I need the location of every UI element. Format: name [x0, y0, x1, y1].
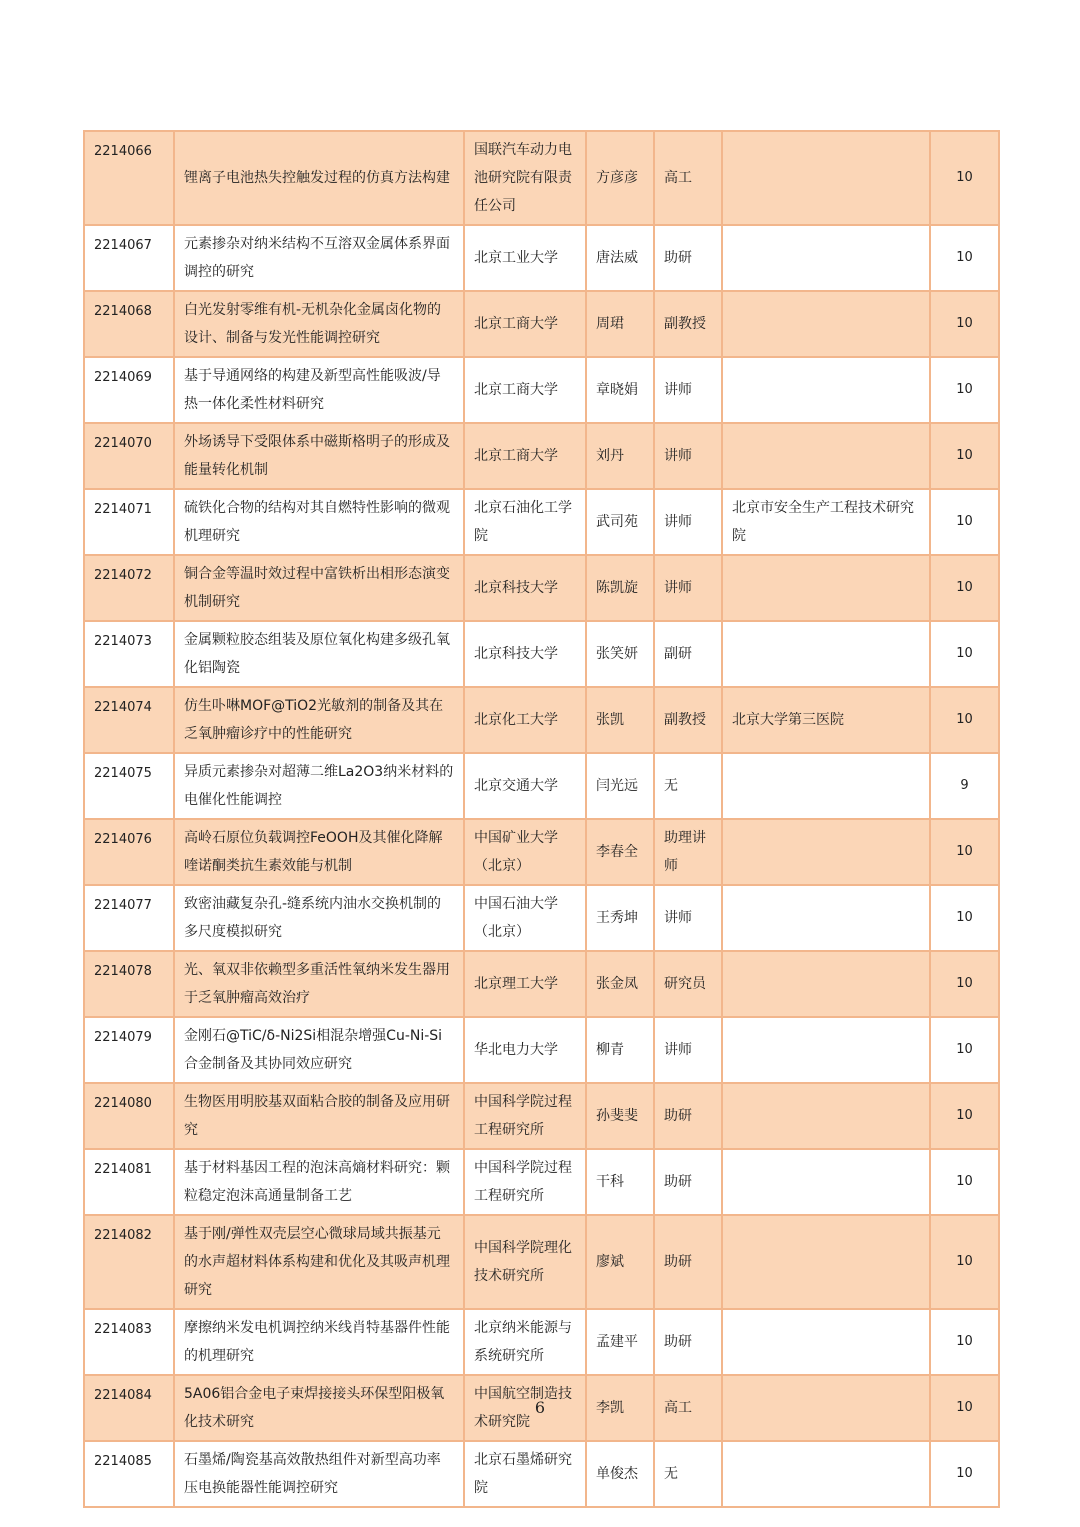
institution-cell: 北京纳米能源与系统研究所: [464, 1309, 586, 1375]
applicant-name-cell: 闫光远: [586, 753, 654, 819]
table-row: [84, 819, 999, 885]
project-title-cell: 锂离子电池热失控触发过程的仿真方法构建: [174, 131, 464, 225]
project-title-cell: 异质元素掺杂对超薄二维La2O3纳米材料的电催化性能调控: [174, 753, 464, 819]
title-rank-cell: 助研: [654, 1083, 722, 1149]
project-title-cell: 元素掺杂对纳米结构不互溶双金属体系界面调控的研究: [174, 225, 464, 291]
table-row: [84, 621, 999, 687]
score-cell: 10: [930, 1149, 999, 1215]
table-row: [84, 131, 999, 225]
table-row: [84, 1149, 999, 1215]
project-title-cell: 摩擦纳米发电机调控纳米线肖特基器件性能的机理研究: [174, 1309, 464, 1375]
applicant-name-cell: 柳青: [586, 1017, 654, 1083]
partner-org-cell: [722, 1309, 930, 1375]
project-id-cell: 2214066: [84, 131, 174, 225]
applicant-name-cell: 孟建平: [586, 1309, 654, 1375]
project-title-cell: 外场诱导下受限体系中磁斯格明子的形成及能量转化机制: [174, 423, 464, 489]
score-cell: 10: [930, 1375, 999, 1441]
project-title-cell: 白光发射零维有机-无机杂化金属卤化物的设计、制备与发光性能调控研究: [174, 291, 464, 357]
score-cell: 10: [930, 885, 999, 951]
title-rank-cell: 高工: [654, 131, 722, 225]
score-cell: 10: [930, 1441, 999, 1507]
score-cell: 10: [930, 687, 999, 753]
table-row: [84, 291, 999, 357]
score-cell: 10: [930, 1215, 999, 1309]
title-rank-cell: 副教授: [654, 291, 722, 357]
applicant-name-cell: 方彦彦: [586, 131, 654, 225]
table-row: [84, 225, 999, 291]
title-rank-cell: 无: [654, 1441, 722, 1507]
project-id-cell: 2214073: [84, 621, 174, 687]
project-id-cell: 2214075: [84, 753, 174, 819]
title-rank-cell: 副教授: [654, 687, 722, 753]
project-id-cell: 2214080: [84, 1083, 174, 1149]
project-id-cell: 2214071: [84, 489, 174, 555]
partner-org-cell: 北京大学第三医院: [722, 687, 930, 753]
table-row: [84, 357, 999, 423]
table-row: [84, 1309, 999, 1375]
project-title-cell: 高岭石原位负载调控FeOOH及其催化降解喹诺酮类抗生素效能与机制: [174, 819, 464, 885]
table-row: [84, 885, 999, 951]
title-rank-cell: 讲师: [654, 885, 722, 951]
partner-org-cell: 北京市安全生产工程技术研究院: [722, 489, 930, 555]
title-rank-cell: 助研: [654, 1215, 722, 1309]
partner-org-cell: [722, 423, 930, 489]
project-id-cell: 2214085: [84, 1441, 174, 1507]
applicant-name-cell: 李春全: [586, 819, 654, 885]
title-rank-cell: 副研: [654, 621, 722, 687]
table-row: [84, 753, 999, 819]
institution-cell: 北京科技大学: [464, 555, 586, 621]
project-title-cell: 铜合金等温时效过程中富铁析出相形态演变机制研究: [174, 555, 464, 621]
score-cell: 10: [930, 423, 999, 489]
applicant-name-cell: 李凯: [586, 1375, 654, 1441]
project-title-cell: 基于刚/弹性双壳层空心微球局域共振基元的水声超材料体系构建和优化及其吸声机理研究: [174, 1215, 464, 1309]
institution-cell: 北京工商大学: [464, 291, 586, 357]
title-rank-cell: 讲师: [654, 1017, 722, 1083]
applicant-name-cell: 张凯: [586, 687, 654, 753]
score-cell: 10: [930, 555, 999, 621]
institution-cell: 国联汽车动力电池研究院有限责任公司: [464, 131, 586, 225]
table-row: [84, 489, 999, 555]
partner-org-cell: [722, 1149, 930, 1215]
project-title-cell: 金属颗粒胶态组装及原位氧化构建多级孔氧化铝陶瓷: [174, 621, 464, 687]
institution-cell: 北京交通大学: [464, 753, 586, 819]
project-title-cell: 光、氧双非依赖型多重活性氧纳米发生器用于乏氧肿瘤高效治疗: [174, 951, 464, 1017]
table-row: [84, 1441, 999, 1507]
institution-cell: 北京工业大学: [464, 225, 586, 291]
project-title-cell: 基于材料基因工程的泡沫高熵材料研究：颗粒稳定泡沫高通量制备工艺: [174, 1149, 464, 1215]
title-rank-cell: 研究员: [654, 951, 722, 1017]
partner-org-cell: [722, 951, 930, 1017]
project-id-cell: 2214079: [84, 1017, 174, 1083]
partner-org-cell: [722, 753, 930, 819]
project-id-cell: 2214072: [84, 555, 174, 621]
score-cell: 10: [930, 621, 999, 687]
project-title-cell: 5A06铝合金电子束焊接接头环保型阳极氧化技术研究: [174, 1375, 464, 1441]
project-id-cell: 2214078: [84, 951, 174, 1017]
score-cell: 10: [930, 819, 999, 885]
table-row: [84, 423, 999, 489]
title-rank-cell: 助理讲师: [654, 819, 722, 885]
project-id-cell: 2214067: [84, 225, 174, 291]
table-row: [84, 687, 999, 753]
applicant-name-cell: 唐法威: [586, 225, 654, 291]
project-title-cell: 金刚石@TiC/δ-Ni2Si相混杂增强Cu-Ni-Si合金制备及其协同效应研究: [174, 1017, 464, 1083]
project-id-cell: 2214081: [84, 1149, 174, 1215]
applicant-name-cell: 陈凯旋: [586, 555, 654, 621]
project-id-cell: 2214074: [84, 687, 174, 753]
score-cell: 10: [930, 1017, 999, 1083]
title-rank-cell: 高工: [654, 1375, 722, 1441]
institution-cell: 北京石油化工学院: [464, 489, 586, 555]
project-id-cell: 2214082: [84, 1215, 174, 1309]
project-table: [83, 130, 1000, 1508]
project-title-cell: 硫铁化合物的结构对其自燃特性影响的微观机理研究: [174, 489, 464, 555]
institution-cell: 北京石墨烯研究院: [464, 1441, 586, 1507]
score-cell: 10: [930, 1309, 999, 1375]
score-cell: 10: [930, 1083, 999, 1149]
project-id-cell: 2214070: [84, 423, 174, 489]
table-row: [84, 1083, 999, 1149]
project-id-cell: 2214069: [84, 357, 174, 423]
partner-org-cell: [722, 819, 930, 885]
project-id-cell: 2214084: [84, 1375, 174, 1441]
applicant-name-cell: 周珺: [586, 291, 654, 357]
title-rank-cell: 助研: [654, 1149, 722, 1215]
institution-cell: 北京工商大学: [464, 357, 586, 423]
institution-cell: 中国科学院理化技术研究所: [464, 1215, 586, 1309]
partner-org-cell: [722, 621, 930, 687]
project-title-cell: 生物医用明胶基双面粘合胶的制备及应用研究: [174, 1083, 464, 1149]
applicant-name-cell: 章晓娟: [586, 357, 654, 423]
table-row: [84, 555, 999, 621]
partner-org-cell: [722, 1083, 930, 1149]
institution-cell: 北京理工大学: [464, 951, 586, 1017]
partner-org-cell: [722, 357, 930, 423]
applicant-name-cell: 孙斐斐: [586, 1083, 654, 1149]
partner-org-cell: [722, 225, 930, 291]
institution-cell: 北京科技大学: [464, 621, 586, 687]
score-cell: 10: [930, 291, 999, 357]
project-id-cell: 2214077: [84, 885, 174, 951]
project-id-cell: 2214076: [84, 819, 174, 885]
partner-org-cell: [722, 1441, 930, 1507]
score-cell: 10: [930, 951, 999, 1017]
score-cell: 10: [930, 131, 999, 225]
applicant-name-cell: 廖斌: [586, 1215, 654, 1309]
title-rank-cell: 助研: [654, 225, 722, 291]
table-row: [84, 1215, 999, 1309]
applicant-name-cell: 王秀坤: [586, 885, 654, 951]
title-rank-cell: 讲师: [654, 423, 722, 489]
score-cell: 10: [930, 225, 999, 291]
project-title-cell: 致密油藏复杂孔-缝系统内油水交换机制的多尺度模拟研究: [174, 885, 464, 951]
title-rank-cell: 助研: [654, 1309, 722, 1375]
partner-org-cell: [722, 1215, 930, 1309]
institution-cell: 北京化工大学: [464, 687, 586, 753]
institution-cell: 中国石油大学（北京）: [464, 885, 586, 951]
institution-cell: 北京工商大学: [464, 423, 586, 489]
partner-org-cell: [722, 555, 930, 621]
table-row: [84, 1017, 999, 1083]
partner-org-cell: [722, 131, 930, 225]
project-title-cell: 基于导通网络的构建及新型高性能吸波/导热一体化柔性材料研究: [174, 357, 464, 423]
score-cell: 10: [930, 357, 999, 423]
institution-cell: 中国科学院过程工程研究所: [464, 1083, 586, 1149]
score-cell: 10: [930, 489, 999, 555]
table-row: [84, 951, 999, 1017]
applicant-name-cell: 武司苑: [586, 489, 654, 555]
partner-org-cell: [722, 291, 930, 357]
institution-cell: 中国矿业大学（北京）: [464, 819, 586, 885]
page-number: 6: [534, 1398, 546, 1417]
partner-org-cell: [722, 1017, 930, 1083]
title-rank-cell: 讲师: [654, 357, 722, 423]
title-rank-cell: 讲师: [654, 489, 722, 555]
institution-cell: 中国航空制造技术研究院: [464, 1375, 586, 1441]
applicant-name-cell: 张金凤: [586, 951, 654, 1017]
project-title-cell: 石墨烯/陶瓷基高效散热组件对新型高功率压电换能器性能调控研究: [174, 1441, 464, 1507]
applicant-name-cell: 干科: [586, 1149, 654, 1215]
institution-cell: 中国科学院过程工程研究所: [464, 1149, 586, 1215]
score-cell: 9: [930, 753, 999, 819]
title-rank-cell: 无: [654, 753, 722, 819]
project-id-cell: 2214083: [84, 1309, 174, 1375]
institution-cell: 华北电力大学: [464, 1017, 586, 1083]
applicant-name-cell: 刘丹: [586, 423, 654, 489]
project-title-cell: 仿生卟啉MOF@TiO2光敏剂的制备及其在乏氧肿瘤诊疗中的性能研究: [174, 687, 464, 753]
applicant-name-cell: 张笑妍: [586, 621, 654, 687]
title-rank-cell: 讲师: [654, 555, 722, 621]
project-id-cell: 2214068: [84, 291, 174, 357]
partner-org-cell: [722, 885, 930, 951]
applicant-name-cell: 单俊杰: [586, 1441, 654, 1507]
